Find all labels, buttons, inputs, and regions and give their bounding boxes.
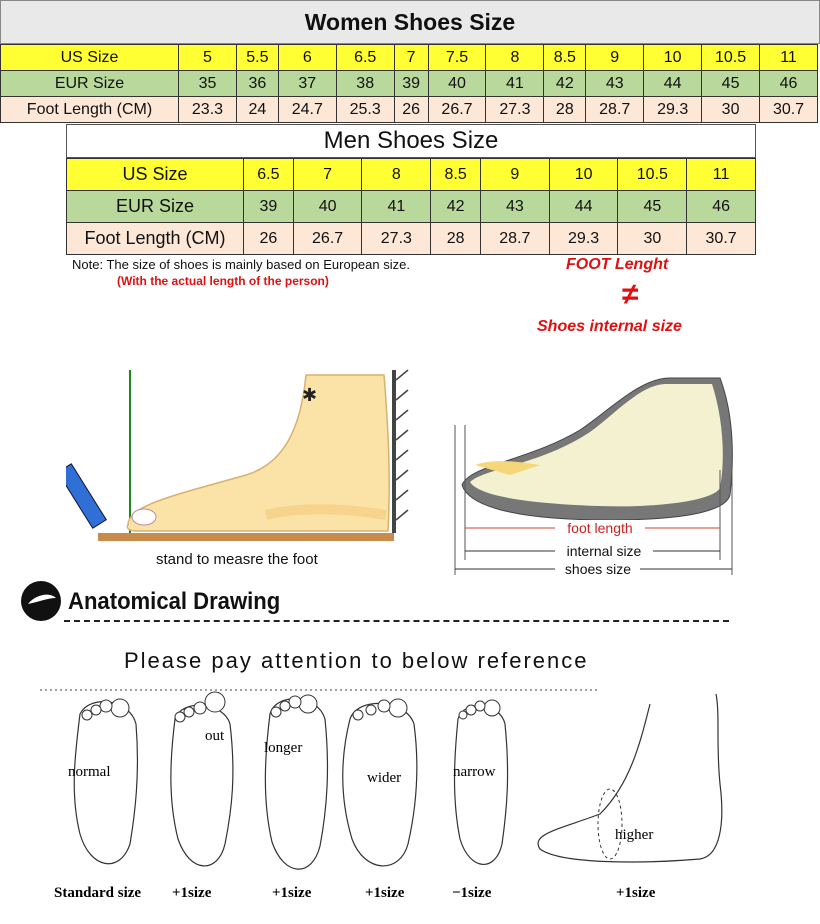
measure-caption: stand to measre the foot	[156, 551, 318, 568]
size-cell: 38	[336, 71, 394, 97]
row-label: Foot Length (CM)	[67, 223, 244, 255]
size-cell: 10	[549, 159, 618, 191]
shoe-size-illustration	[450, 370, 750, 580]
size-cell: 41	[486, 71, 544, 97]
size-cell: 42	[431, 191, 481, 223]
size-cell: 9	[586, 45, 644, 71]
size-cell: 6.5	[336, 45, 394, 71]
size-cell: 26	[244, 223, 294, 255]
foot-length-label: foot length	[567, 520, 633, 536]
size-cell: 10	[644, 45, 702, 71]
size-cell: 8.5	[431, 159, 481, 191]
size-cell: 39	[394, 71, 428, 97]
foot-label-higher: higher	[615, 827, 654, 843]
shoes-size-label: shoes size	[564, 561, 632, 577]
size-cell: 11	[760, 45, 818, 71]
foot-label-wider: wider	[367, 770, 402, 786]
size-cell: 7.5	[428, 45, 486, 71]
foot-caption-standard: Standard size	[54, 885, 142, 901]
size-cell: 8	[362, 159, 431, 191]
internal-size-label: internal size	[566, 543, 642, 559]
foot-label-longer: longer	[264, 740, 303, 756]
size-cell: 27.3	[486, 97, 544, 123]
foot-label-normal: normal	[68, 764, 111, 780]
size-cell: 35	[179, 71, 237, 97]
size-note-sub: (With the actual length of the person)	[117, 274, 329, 288]
row-label: EUR Size	[1, 71, 179, 97]
foot-shapes-illustration	[40, 684, 800, 904]
size-cell: 6.5	[244, 159, 294, 191]
size-cell: 46	[687, 191, 756, 223]
size-cell: 45	[702, 71, 760, 97]
size-cell: 30	[702, 97, 760, 123]
size-cell: 43	[480, 191, 549, 223]
size-cell: 39	[244, 191, 294, 223]
size-cell: 46	[760, 71, 818, 97]
size-cell: 9	[480, 159, 549, 191]
size-cell: 10.5	[618, 159, 687, 191]
svg-text:✱: ✱	[302, 385, 318, 405]
row-label: Foot Length (CM)	[1, 97, 179, 123]
women-foot-length-row	[1, 97, 818, 123]
foot-longer-outline	[265, 699, 327, 869]
men-size-table	[66, 158, 756, 255]
foot-measure-illustration	[66, 365, 416, 550]
foot-caption-wider: +1size	[365, 885, 405, 901]
size-cell: 23.3	[179, 97, 237, 123]
pencil-icon	[66, 464, 106, 528]
size-cell: 10.5	[702, 45, 760, 71]
row-label: US Size	[67, 159, 244, 191]
size-cell: 27.3	[362, 223, 431, 255]
size-cell: 8	[486, 45, 544, 71]
size-cell: 28	[431, 223, 481, 255]
size-cell: 29.3	[549, 223, 618, 255]
size-cell: 25.3	[336, 97, 394, 123]
size-cell: 7	[394, 45, 428, 71]
warning-foot-length: FOOT Lenght	[566, 256, 669, 273]
size-cell: 44	[549, 191, 618, 223]
foot-label-out: out	[205, 728, 225, 744]
size-note: Note: The size of shoes is mainly based on European size.	[72, 257, 410, 272]
size-cell: 26	[394, 97, 428, 123]
reference-subtitle: Please pay attention to below reference	[124, 648, 589, 673]
size-cell: 30.7	[760, 97, 818, 123]
floor-board	[98, 533, 394, 541]
size-cell: 24	[236, 97, 278, 123]
size-cell: 28.7	[586, 97, 644, 123]
row-label: EUR Size	[67, 191, 244, 223]
wall	[392, 370, 396, 533]
size-cell: 28.7	[480, 223, 549, 255]
women-table-title: Women Shoes Size	[0, 0, 820, 44]
size-cell: 44	[644, 71, 702, 97]
size-cell: 45	[618, 191, 687, 223]
foot-caption-narrow: −1size	[452, 885, 492, 901]
size-cell: 30	[618, 223, 687, 255]
women-size-table	[0, 44, 818, 123]
size-cell: 29.3	[644, 97, 702, 123]
size-cell: 30.7	[687, 223, 756, 255]
men-foot-length-row	[67, 223, 756, 255]
row-label: US Size	[1, 45, 179, 71]
shoe-inner-foot	[470, 384, 723, 506]
foot-caption-longer: +1size	[272, 885, 312, 901]
foot-normal-outline	[74, 702, 137, 864]
men-table-title: Men Shoes Size	[66, 124, 756, 158]
size-cell: 36	[236, 71, 278, 97]
size-cell: 24.7	[278, 97, 336, 123]
dashed-divider	[64, 620, 729, 622]
brand-logo-icon	[20, 580, 62, 622]
size-cell: 6	[278, 45, 336, 71]
foot-label-narrow: narrow	[453, 764, 496, 780]
women-us-row	[1, 45, 818, 71]
toe-nail	[132, 509, 156, 525]
men-us-row	[67, 159, 756, 191]
size-cell: 42	[544, 71, 586, 97]
size-cell: 26.7	[293, 223, 362, 255]
size-cell: 26.7	[428, 97, 486, 123]
size-cell: 40	[293, 191, 362, 223]
size-cell: 11	[687, 159, 756, 191]
anatomical-title: Anatomical Drawing	[68, 588, 281, 615]
warning-shoes-internal-size: Shoes internal size	[537, 318, 682, 335]
foot-narrow-outline	[455, 706, 508, 865]
size-cell: 28	[544, 97, 586, 123]
size-cell: 41	[362, 191, 431, 223]
size-cell: 7	[293, 159, 362, 191]
size-cell: 40	[428, 71, 486, 97]
women-eur-row	[1, 71, 818, 97]
size-cell: 43	[586, 71, 644, 97]
size-cell: 8.5	[544, 45, 586, 71]
not-equal-symbol: ≠	[622, 278, 639, 311]
size-cell: 37	[278, 71, 336, 97]
foot-caption-out: +1size	[172, 885, 212, 901]
foot-caption-higher: +1size	[616, 885, 656, 901]
size-cell: 5	[179, 45, 237, 71]
men-eur-row	[67, 191, 756, 223]
size-cell: 5.5	[236, 45, 278, 71]
